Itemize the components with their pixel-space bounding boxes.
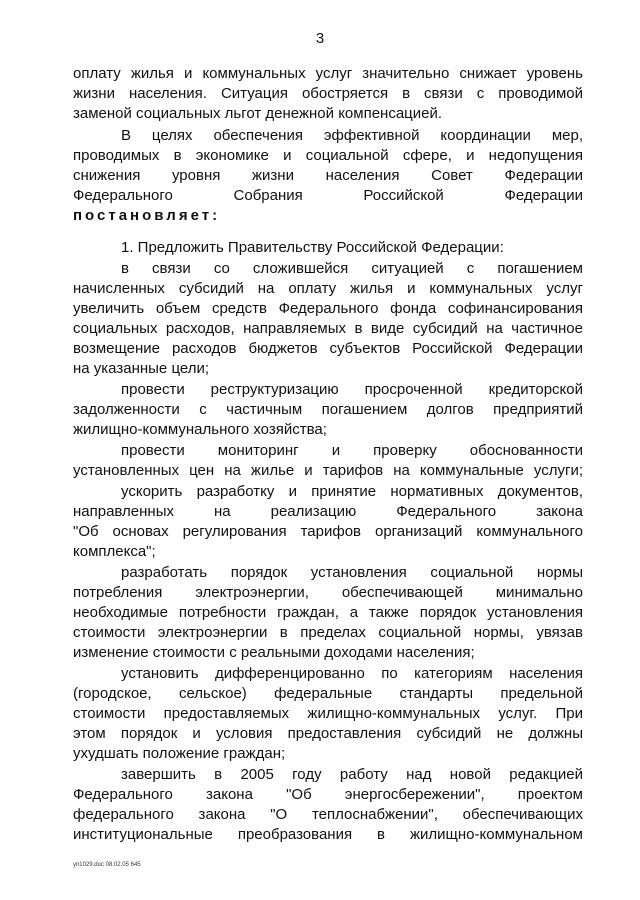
text-line: Федерального Собрания Российской Федерации [73, 187, 583, 204]
paragraph-first-line: В целях обеспечения эффективной координации мер, [121, 127, 583, 144]
file-footer: уп1029.doc 08.02.05 645 [73, 862, 141, 868]
text-line: комплекса"; [73, 543, 156, 560]
text-line: "Об основах регулирования тарифов организаций коммунального [73, 523, 583, 540]
text-line: начисленных субсидий на оплату жилья и коммунальных услуг [73, 280, 583, 297]
paragraph-first-line: завершить в 2005 году работу над новой редакцией [121, 766, 583, 783]
paragraph-first-line: провести мониторинг и проверку обоснованности [121, 442, 583, 459]
paragraph-first-line: разработать порядок установления социальной нормы [121, 564, 583, 581]
text-line: направленных на реализацию Федерального закона [73, 503, 583, 520]
text-line: социальных расходов, направляемых в виде субсидий на частичное [73, 320, 583, 337]
text-line: возмещение расходов бюджетов субъектов Российской Федерации [73, 340, 583, 357]
page-number: 3 [315, 30, 325, 47]
text-line: необходимые потребности граждан, а также порядок установления [73, 604, 583, 621]
paragraph-first-line: ускорить разработку и принятие нормативных документов, [121, 483, 583, 500]
text-line: задолженности с частичным погашением долгов предприятий [73, 401, 583, 418]
text-line: ухудшать положение граждан; [73, 745, 286, 762]
text-line: снижения уровня жизни населения Совет Федерации [73, 167, 583, 184]
text-line: жилищно-коммунального хозяйства; [73, 421, 327, 438]
text-line: установленных цен на жилье и тарифов на коммунальные услуги; [73, 462, 583, 479]
text-line: Федерального закона "Об энергосбережении", проектом [73, 786, 583, 803]
text-line: федерального закона "О теплоснабжении", обеспечивающих [73, 806, 583, 823]
paragraph-first-line: в связи со сложившейся ситуацией с погашением [121, 260, 583, 277]
text-line: жизни населения. Ситуация обостряется в связи с проводимой [73, 85, 583, 102]
paragraph-first-line: установить дифференцированно по категориям населения [121, 665, 583, 682]
text-line: стоимости предоставляемых жилищно-коммунальных услуг. При [73, 705, 583, 722]
text-line: на указанные цели; [73, 360, 210, 377]
resolution-keyword: постановляет: [73, 207, 221, 224]
text-line: заменой социальных льгот денежной компенсацией. [73, 105, 443, 122]
text-line: институциональные преобразования в жилищно-коммунальном [73, 826, 583, 843]
text-line: (городское, сельское) федеральные стандарты предельной [73, 685, 583, 702]
text-line: увеличить объем средств Федерального фонда софинансирования [73, 300, 583, 317]
text-line: потребления электроэнергии, обеспечивающей минимально [73, 584, 583, 601]
text-line: проводимых в экономике и социальной сфере, и недопущения [73, 147, 583, 164]
text-line: стоимости электроэнергии в пределах социальной нормы, увязав [73, 624, 583, 641]
paragraph-first-line: провести реструктуризацию просроченной кредиторской [121, 381, 583, 398]
text-line: этом порядок и условия предоставления субсидий не должны [73, 725, 583, 742]
text-line: оплату жилья и коммунальных услуг значительно снижает уровень [73, 65, 583, 82]
text-line: изменение стоимости с реальными доходами населения; [73, 644, 475, 661]
section-heading: 1. Предложить Правительству Российской Федерации: [121, 239, 504, 256]
